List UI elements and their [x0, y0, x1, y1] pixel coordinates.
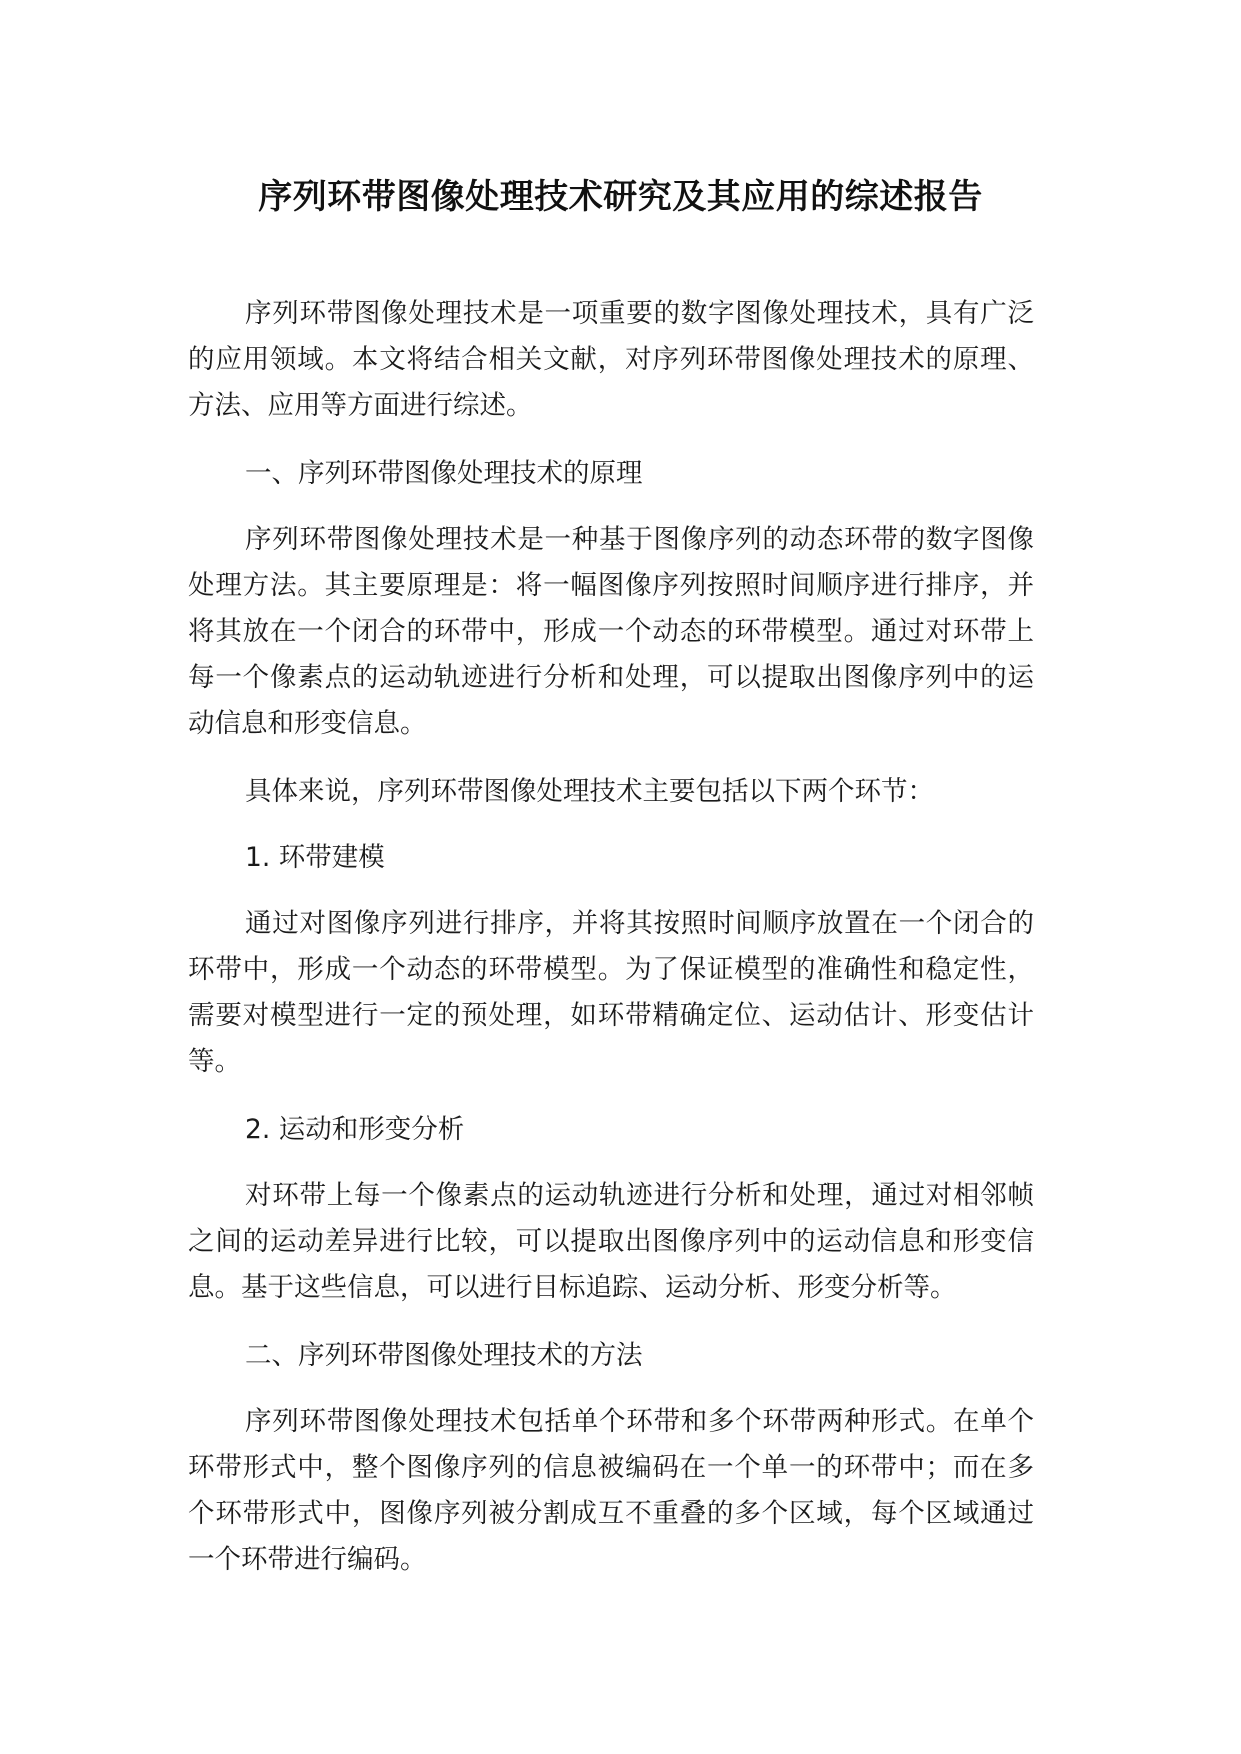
document-title: 序列环带图像处理技术研究及其应用的综述报告	[258, 177, 983, 217]
paragraph-principle: 序列环带图像处理技术是一种基于图像序列的动态环带的数字图像处理方法。其主要原理是：将一幅图像序列按照时间顺序进行排序，并将其放在一个闭合的环带中，形成一个动态的环带模型。通过对环带上每一个像素点的运动轨迹进行分析和处理，可以提取出图像序列中的运动信息和形变信息。	[188, 524, 1034, 739]
paragraph-ring-modeling: 通过对图像序列进行排序，并将其按照时间顺序放置在一个闭合的环带中，形成一个动态的环带模型。为了保证模型的准确性和稳定性，需要对模型进行一定的预处理，如环带精确定位、运动估计、形变估计等。	[188, 908, 1034, 1077]
paragraph-steps-intro: 具体来说，序列环带图像处理技术主要包括以下两个环节：	[245, 776, 934, 807]
section-heading-methods: 二、序列环带图像处理技术的方法	[245, 1340, 643, 1371]
document-body	[188, 291, 1034, 1605]
subheading-ring-modeling: 1. 环带建模	[245, 842, 385, 873]
subheading-motion-analysis: 2. 运动和形变分析	[245, 1114, 465, 1145]
paragraph-methods: 序列环带图像处理技术包括单个环带和多个环带两种形式。在单个环带形式中，整个图像序列的信息被编码在一个单一的环带中；而在多个环带形式中，图像序列被分割成互不重叠的多个区域，每个区域通过一个环带进行编码。	[188, 1406, 1034, 1575]
section-heading-principle: 一、序列环带图像处理技术的原理	[245, 458, 643, 489]
paragraph-intro: 序列环带图像处理技术是一项重要的数字图像处理技术，具有广泛的应用领域。本文将结合相关文献，对序列环带图像处理技术的原理、方法、应用等方面进行综述。	[188, 298, 1034, 421]
paragraph-motion-analysis: 对环带上每一个像素点的运动轨迹进行分析和处理，通过对相邻帧之间的运动差异进行比较，可以提取出图像序列中的运动信息和形变信息。基于这些信息，可以进行目标追踪、运动分析、形变分析等。	[188, 1180, 1034, 1303]
